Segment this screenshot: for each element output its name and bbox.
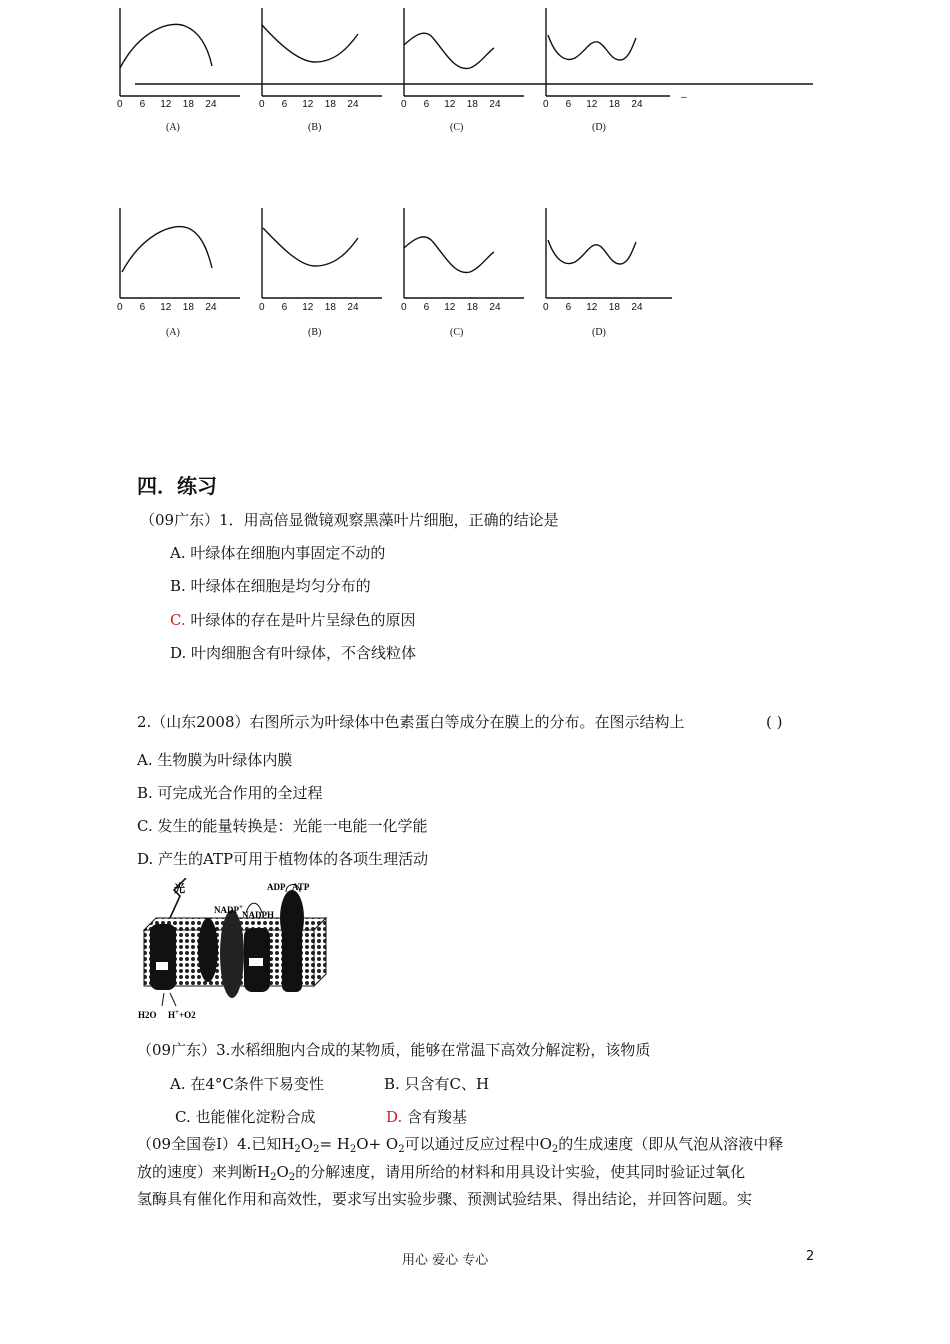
- q4-line-3: 氢酶具有催化作用和高效性，要求写出实验步骤、预测试验结果、得出结论，并回答问题。实: [137, 1190, 753, 1208]
- adp-label: ADP: [267, 882, 286, 892]
- graph-panel-label: (D): [592, 327, 606, 338]
- q2-option-a: A. 生物膜为叶绿体内膜: [137, 751, 293, 769]
- axis-tick-label: 0: [117, 99, 123, 110]
- axis-tick-label: 24: [205, 99, 217, 110]
- atp-label: ATP: [292, 882, 310, 892]
- graph-panel-label: (B): [308, 122, 322, 133]
- axis-tick-label: 6: [281, 99, 288, 110]
- graph-panel-label: (C): [450, 327, 464, 338]
- q4-line-2: 放的速度）来判断$H_2O_2$的分解速度，请用所给的材料和用具设计实验，使其同时验证过氧化: [137, 1163, 746, 1183]
- axis-tick-label: 18: [608, 99, 620, 110]
- q2-option-b: B. 可完成光合作用的全过程: [137, 784, 323, 802]
- axis-tick-label: 0: [401, 99, 407, 110]
- graph-panel-label: (D): [592, 122, 606, 133]
- axis-tick-label: 6: [139, 99, 146, 110]
- axis-tick-label: 0: [117, 302, 123, 313]
- q1-option-b: B. 叶绿体在细胞是均匀分布的: [170, 577, 371, 595]
- axis-tick-label: 18: [608, 302, 620, 313]
- axis-tick-label: 12: [444, 99, 456, 110]
- axis-tick-label: 24: [347, 99, 359, 110]
- q2-stem: 2.（山东2008）右图所示为叶绿体中色素蛋白等成分在膜上的分布。在图示结构上: [137, 713, 685, 731]
- axis-tick-label: 6: [565, 99, 572, 110]
- h2o-label: H2O: [138, 1010, 157, 1020]
- axis-tick-label: 18: [182, 302, 194, 313]
- q3-stem: （09广东）3.水稻细胞内合成的某物质，能够在常温下高效分解淀粉，该物质: [137, 1041, 651, 1059]
- q2-option-c: C. 发生的能量转换是：光能一电能一化学能: [137, 817, 428, 835]
- q3-option-d: D. 含有羧基: [386, 1108, 468, 1126]
- q2-answer-paren: ( ): [766, 713, 783, 731]
- axis-tick-label: 0: [401, 302, 407, 313]
- h-plus-o2-label: H++O2: [168, 1008, 196, 1020]
- axis-tick-label: 18: [466, 302, 478, 313]
- footer-motto: 用心 爱心 专心: [402, 1253, 489, 1268]
- q3-option-b: B. 只含有C、H: [384, 1075, 490, 1093]
- section-heading: 四．练习: [137, 474, 217, 498]
- nadp-label: NADP+: [214, 903, 243, 915]
- axis-tick-label: 24: [205, 302, 217, 313]
- axis-tick-label: 24: [489, 302, 501, 313]
- axis-tick-label: 0: [259, 302, 265, 313]
- q4-line-1: （09全国卷I）4.已知$H_2O_2= H_2O+ O_2$可以通过反应过程中$O_2$的生成速度（即从气泡从溶液中释: [137, 1135, 784, 1155]
- q3-option-a: A. 在4°C条件下易变性: [170, 1075, 324, 1093]
- axis-tick-label: 6: [281, 302, 288, 313]
- q1-option-d: D. 叶肉细胞含有叶绿体，不含线粒体: [170, 644, 417, 662]
- thylakoid-membrane-figure: [136, 878, 336, 1023]
- axis-tick-label: 12: [160, 99, 172, 110]
- axis-tick-label: 12: [302, 99, 314, 110]
- axis-tick-label: 18: [324, 302, 336, 313]
- svg-text:–: –: [681, 92, 687, 103]
- graph-panel-label: (A): [166, 122, 180, 133]
- axis-tick-label: 24: [631, 99, 643, 110]
- axis-tick-label: 0: [543, 302, 549, 313]
- axis-tick-label: 24: [347, 302, 359, 313]
- axis-tick-label: 12: [160, 302, 172, 313]
- q1-option-a: A. 叶绿体在细胞内事固定不动的: [170, 544, 386, 562]
- axis-tick-label: 18: [466, 99, 478, 110]
- graph-row-bottom-labels: [0, 298, 950, 338]
- axis-tick-label: 0: [543, 99, 549, 110]
- axis-tick-label: 6: [139, 302, 146, 313]
- axis-tick-label: 12: [586, 302, 598, 313]
- q1-option-c: C. 叶绿体的存在是叶片呈绿色的原因: [170, 611, 416, 629]
- page-number: 2: [806, 1249, 815, 1264]
- axis-tick-label: 12: [302, 302, 314, 313]
- graph-panel-label: (C): [450, 122, 464, 133]
- axis-tick-label: 24: [489, 99, 501, 110]
- axis-tick-label: 0: [259, 99, 265, 110]
- axis-tick-label: 6: [423, 302, 430, 313]
- axis-tick-label: 18: [182, 99, 194, 110]
- graph-row-top-labels: [0, 95, 950, 135]
- light-label: 光: [174, 882, 185, 895]
- axis-tick-label: 6: [423, 99, 430, 110]
- nadph-label: NADPH: [242, 910, 274, 920]
- axis-tick-label: 12: [444, 302, 456, 313]
- axis-tick-label: 12: [586, 99, 598, 110]
- q2-option-d: D. 产生的ATP可用于植物体的各项生理活动: [137, 850, 429, 868]
- q1-stem: （09广东）1．用高倍显微镜观察黑藻叶片细胞，正确的结论是: [140, 511, 559, 529]
- axis-tick-label: 24: [631, 302, 643, 313]
- graph-panel-label: (B): [308, 327, 322, 338]
- graph-panel-label: (A): [166, 327, 180, 338]
- axis-tick-label: 18: [324, 99, 336, 110]
- q3-option-c: C. 也能催化淀粉合成: [175, 1108, 316, 1126]
- axis-tick-label: 6: [565, 302, 572, 313]
